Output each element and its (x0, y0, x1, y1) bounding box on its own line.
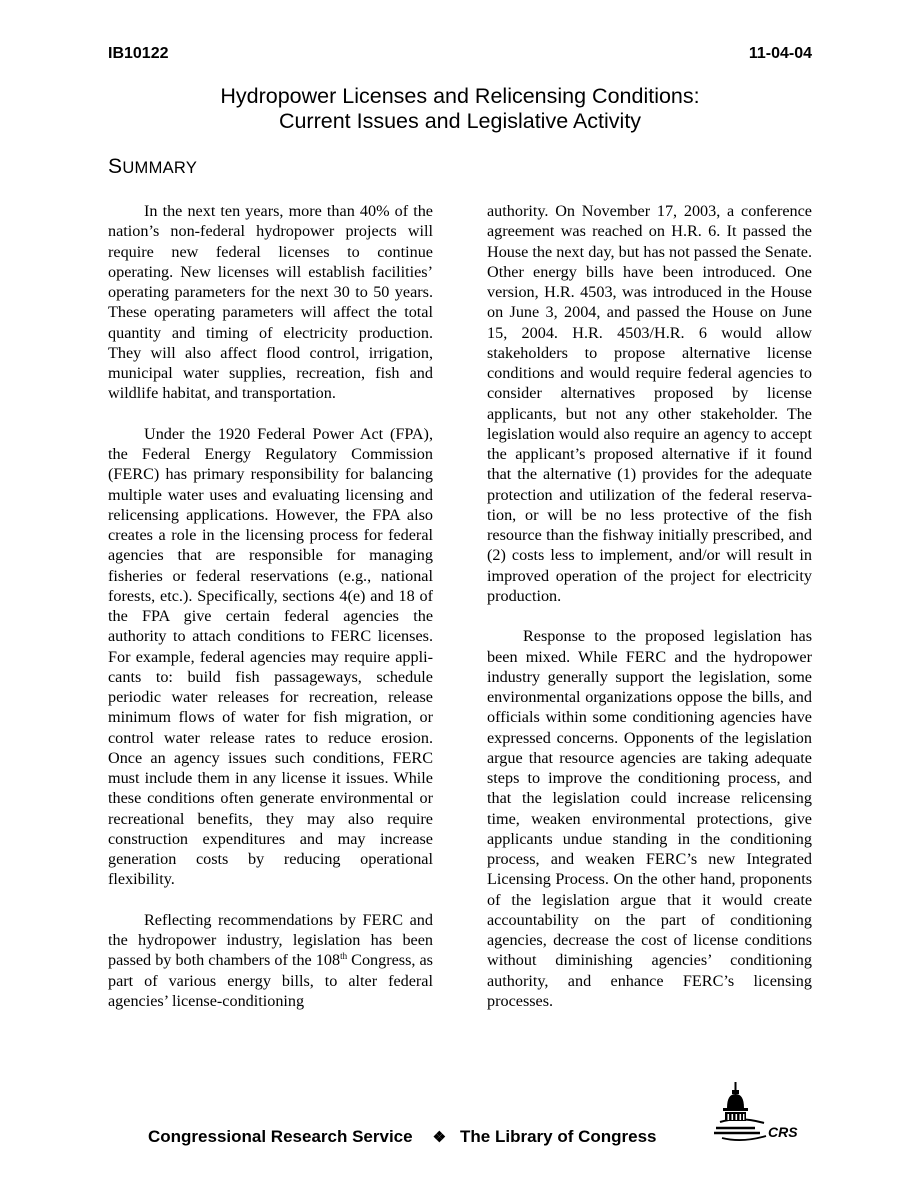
summary-heading-initial: S (108, 155, 123, 178)
right-column (487, 201, 812, 1031)
capitol-dome-icon (712, 1080, 772, 1148)
footer-crs-name: Congressional Research Service (148, 1127, 413, 1146)
report-id: IB10122 (108, 45, 169, 62)
footer-separator: ❖ (432, 1129, 447, 1146)
summary-heading (108, 154, 197, 181)
paragraph-1: In the next ten years, more than 40% of the nation’s non-federal hydropower projects will require new federal licenses to continue operating. New licenses will establish facilities’ operating parameters for the next 30 to 50 years. These operating parameters will affect the total quantity and timing of electricity production. They will also affect flood control, irrigation, municipal water supplies, recreation, fish and wildlife habitat, and transportation. (108, 202, 433, 403)
paragraph-2: Under the 1920 Federal Power Act (FPA), the Federal Energy Regulatory Commission (FERC) has primary responsibility for balancing multiple water uses and evaluating licensing and relicensing applications. However, the FPA also creates a role in the licensing process for federal agencies that are responsible for managing fisheries or federal reservations (e.g., national forests, etc.). Specifically, sections 4(e) and 18 of the FPA give certain federal agencies the authority to attach conditions to FERC licenses. For example, federal agencies may require applicants to: build fish passageways, schedule periodic water releases for recreation, release minimum flows of water for fish migration, or control water release rates to reduce erosion. Once an agency issues such conditions, FERC must include them in any license it issues. While these conditions often generate environmental or recreational benefits, they may also require construction expenditures and may increase generation costs by reducing operational flexibility. (108, 424, 433, 889)
superscript-th: th (340, 951, 348, 962)
report-date: 11-04-04 (748, 45, 812, 62)
crs-logo-text: CRS (768, 1124, 798, 1140)
paragraph-3-continued: authority. On November 17, 2003, a conference agreement was reached on H.R. 6. It passed the House the next day, but has not passed the Senate. Other energy bills have been introduced. One version, H.R. 4503, was introduced in the House on June 3, 2004, and passed the House on June 15, 2004. H.R. 4503/H.R. 6 would allow stakeholders to propose alternative license conditions and would require federal agencies to consider alternatives proposed by license applicants, but not any other stakeholder. The legislation would also require an agency to accept the applicant’s proposed alternative if it found that the alternative (1) provides for the adequate protection and utilization of the federal reservation, or will be no less protective of the fish resource than the fishway initially prescribed, and (2) costs less to implement, and/or will result in improved operation of the project for electricity production. (487, 202, 812, 605)
page-title (108, 84, 812, 134)
paragraph-3-text-b: Congress, as part of various energy bills, to alter federal agencies’ license-conditioning (108, 951, 433, 1010)
paragraph-3-text-a: Reflecting recommendations by FERC and the hydropower industry, legislation has been passed by both chambers of the 108 (108, 910, 433, 970)
summary-heading-rest: UMMARY (122, 159, 198, 177)
left-column (108, 201, 433, 1031)
paragraph-4: Response to the proposed legislation has been mixed. While FERC and the hydropower industry generally support the legislation, some environmental organizations oppose the bills, and officials within some conditioning agencies have expressed concerns. Opponents of the legislation argue that resource agencies are taking adequate steps to improve the conditioning process, and that the legislation could increase relicensing time, weaken environmental protections, give applicants undue standing in the conditioning process, and weaken FERC’s new Integrated Licensing Process. On the other hand, proponents of the legislation argue that it would create accountability on the part of conditioning agencies, decrease the cost of license conditions without diminishing agencies’ conditioning authority, and enhance FERC’s licensing processes. (487, 627, 812, 1010)
footer (148, 1126, 657, 1149)
title-line-2: Current Issues and Legislative Activity (278, 109, 642, 133)
footer-library-name: The Library of Congress (460, 1127, 657, 1146)
paragraph-3 (108, 910, 433, 1011)
crs-logo (712, 1080, 812, 1148)
title-line-1: Hydropower Licenses and Relicensing Conditions: (220, 84, 700, 108)
